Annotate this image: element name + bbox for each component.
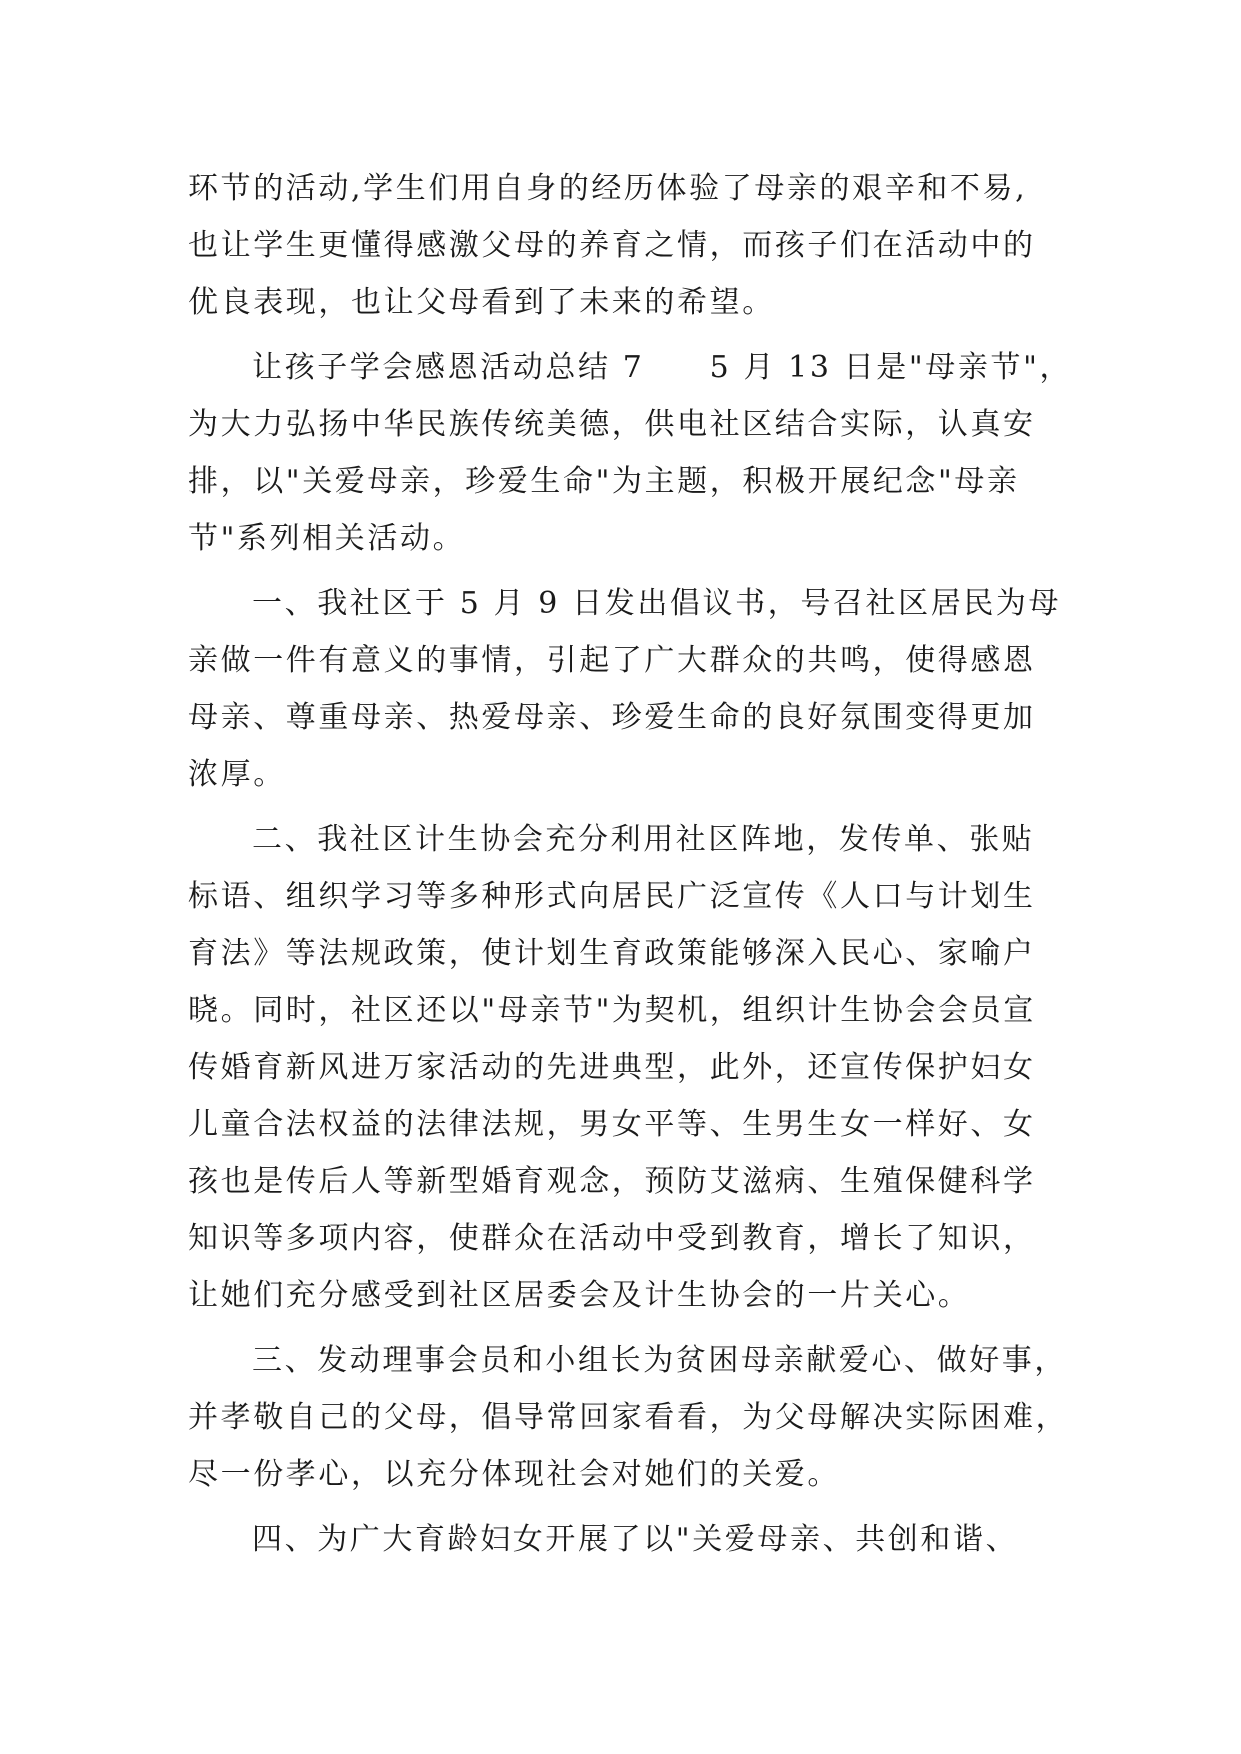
text-line: 育法》等法规政策，使计划生育政策能够深入民心、家喻户 <box>188 936 1036 971</box>
text-line: 传婚育新风进万家活动的先进典型，此外，还宣传保护妇女 <box>188 1050 1036 1085</box>
text-line: 二、我社区计生协会充分利用社区阵地，发传单、张贴 <box>252 822 1035 857</box>
text-line: 排，以"关爱母亲，珍爱生命"为主题，积极开展纪念"母亲 <box>188 464 1020 499</box>
text-line: 浓厚。 <box>188 757 286 792</box>
paragraph-continuation <box>188 160 1068 331</box>
paragraph-item-3 <box>188 1332 1068 1503</box>
paragraph-item-4 <box>188 1511 1068 1568</box>
text-line: 让她们充分感受到社区居委会及计生协会的一片关心。 <box>188 1278 971 1313</box>
body-text <box>188 160 1073 1568</box>
text-line: 为大力弘扬中华民族传统美德，供电社区结合实际，认真安 <box>188 407 1036 442</box>
text-line: 母亲、尊重母亲、热爱母亲、珍爱生命的良好氛围变得更加 <box>188 700 1036 735</box>
text-line: 也让学生更懂得感激父母的养育之情，而孩子们在活动中的 <box>188 228 1036 263</box>
text-line: 知识等多项内容，使群众在活动中受到教育，增长了知识， <box>188 1221 1036 1256</box>
text-line: 优良表现，也让父母看到了未来的希望。 <box>188 285 775 320</box>
text-line: 亲做一件有意义的事情，引起了广大群众的共鸣，使得感恩 <box>188 643 1036 678</box>
text-line: 三、发动理事会员和小组长为贫困母亲献爱心、做好事， <box>252 1343 1067 1378</box>
paragraph-item-2 <box>188 811 1068 1324</box>
text-line: 并孝敬自己的父母，倡导常回家看看，为父母解决实际困难， <box>188 1400 1069 1435</box>
paragraph-item-1 <box>188 575 1068 803</box>
text-line: 标语、组织学习等多种形式向居民广泛宣传《人口与计划生 <box>188 879 1036 914</box>
text-line: 四、为广大育龄妇女开展了以"关爱母亲、共创和谐、 <box>252 1522 1019 1557</box>
paragraph-summary-7 <box>188 339 1073 567</box>
text-line: 晓。同时，社区还以"母亲节"为契机，组织计生协会会员宣 <box>188 993 1036 1028</box>
text-line: 环节的活动,学生们用自身的经历体验了母亲的艰辛和不易, <box>188 171 1028 206</box>
text-line: 一、我社区于 5 月 9 日发出倡议书，号召社区居民为母 <box>252 586 1062 621</box>
text-line: 儿童合法权益的法律法规，男女平等、生男生女一样好、女 <box>188 1107 1036 1142</box>
text-line: 节"系列相关活动。 <box>188 521 466 556</box>
text-line: 尽一份孝心，以充分体现社会对她们的关爱。 <box>188 1457 840 1492</box>
text-line: 让孩子学会感恩活动总结 7 5 月 13 日是"母亲节"， <box>252 350 1073 385</box>
text-line: 孩也是传后人等新型婚育观念，预防艾滋病、生殖保健科学 <box>188 1164 1036 1199</box>
